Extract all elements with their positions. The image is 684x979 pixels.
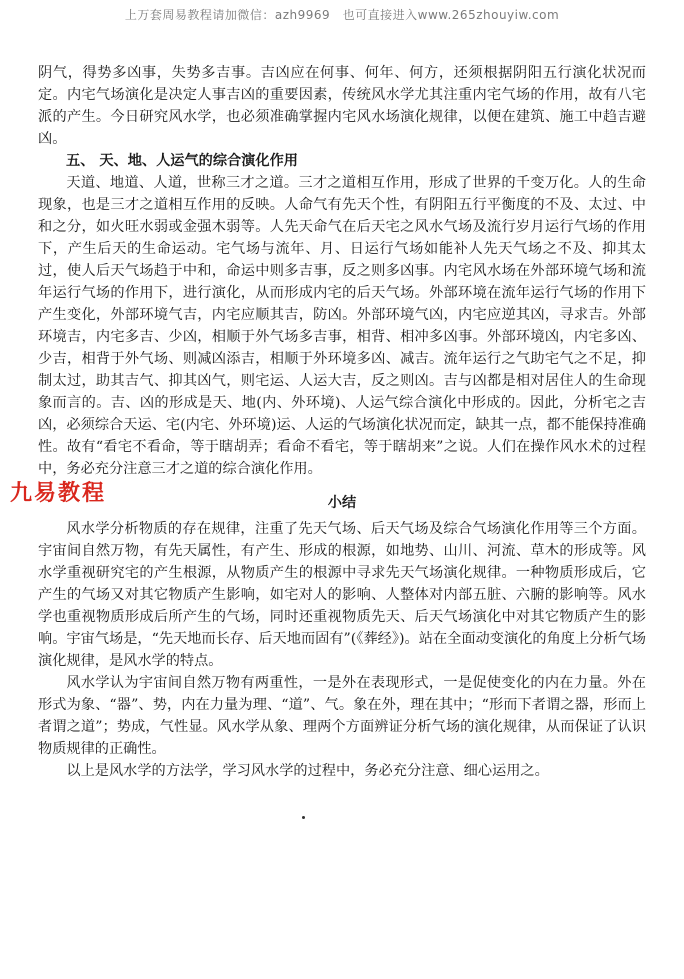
intro-paragraph: 阴气，得势多凶事，失势多吉事。吉凶应在何事、何年、何方，还须根据阴阳五行演化状况而定。内宅气场演化是决定人事吉凶的重要因素，传统风水学尤其注重内宅气场的作用，故有八宅派的产生。今日研究风水学，也必须准确掌握内宅风水场演化规律，以便在建筑、施工中趋吉避凶。	[38, 65, 646, 147]
section-paragraph: 天道、地道、人道，世称三才之道。三才之道相互作用，形成了世界的千变万化。人的生命现象，也是三才之道相互作用的反映。人命气有先天个性，有阴阳五行平衡度的不及、太过、中和之分，如火旺水弱或金强木弱等。人先天命气在后天宅之风水气场及流行岁月运行气场的作用下，产生后天的生命运动。宅气场与流年、月、日运行气场如能补人先天气场之不及、抑其太过，使人后天气场趋于中和，命运中则多吉事，反之则多凶事。内宅风水场在外部环境气场和流年运行气场的作用下，进行演化，从而形成内宅的后天气场。外部环境在流年运行气场的作用下产生变化，外部环境气吉，内宅应顺其吉，防凶。外部环境气凶，内宅应逆其凶，寻求吉。外部环境吉，内宅多吉、少凶，相顺于外气场多吉事，相背、相冲多凶事。外部环境凶，内宅多凶、少吉，相背于外气场、则减凶添吉，相顺于外环境多凶、减吉。流年运行之气助宅气之不足，抑制太过，助其吉气、抑其凶气，则宅运、人运大吉，反之则凶。吉与凶都是相对居住人的生命现象而言的。吉、凶的形成是天、地(内、外环境)、人运气综合演化中形成的。因此，分析宅之吉凶，必须综合天运、宅(内宅、外环境)运、人运的气场演化状况而定，缺其一点，都不能保持准确性。故有“看宅不看命，等于瞎胡弄；看命不看宅，等于瞎胡来”之说。人们在操作风水术的过程中，务必充分注意三才之道的综合演化作用。	[38, 175, 646, 477]
section-heading: 五、 天、地、人运气的综合演化作用	[66, 153, 298, 169]
summary-paragraph-3: 以上是风水学的方法学，学习风水学的过程中，务必充分注意、细心运用之。	[66, 763, 549, 779]
document-body	[38, 62, 646, 782]
summary-title: 小结	[327, 495, 357, 511]
summary-paragraph-1: 风水学分析物质的存在规律，注重了先天气场、后天气场及综合气场演化作用等三个方面。宇宙间自然万物，有先天属性，有产生、形成的根源，如地势、山川、河流、草木的形成等。风水学重视研究宅的产生根源，从物质产生的根源中寻求先天气场演化规律。一种物质形成后，它产生的气场又对其它物质产生影响，如宅对人的影响、人整体对内部五脏、六腑的影响等。风水学也重视物质形成后所产生的气场，同时还重视物质先天、后天气场演化中对其它物质产生的影响。宇宙气场是，“先天地而长存、后天地而固有”(《葬经》)。站在全面动变演化的角度上分析气场演化规律，是风水学的特点。	[38, 521, 646, 669]
page-dot	[302, 816, 305, 819]
header-note: 上万套周易教程请加微信：azh9969 也可直接进入www.265zhouyiw.com	[124, 8, 560, 22]
watermark-logo: 九易教程	[10, 481, 107, 506]
summary-paragraph-2: 风水学认为宇宙间自然万物有两重性，一是外在表现形式，一是促使变化的内在力量。外在形式为象、“器”、势，内在力量为理、“道”、气。象在外，理在其中；“形而下者谓之器，形而上者谓之道”；势成，气性显。风水学从象、理两个方面辨证分析气场的演化规律，从而保证了认识物质规律的正确性。	[38, 675, 646, 757]
